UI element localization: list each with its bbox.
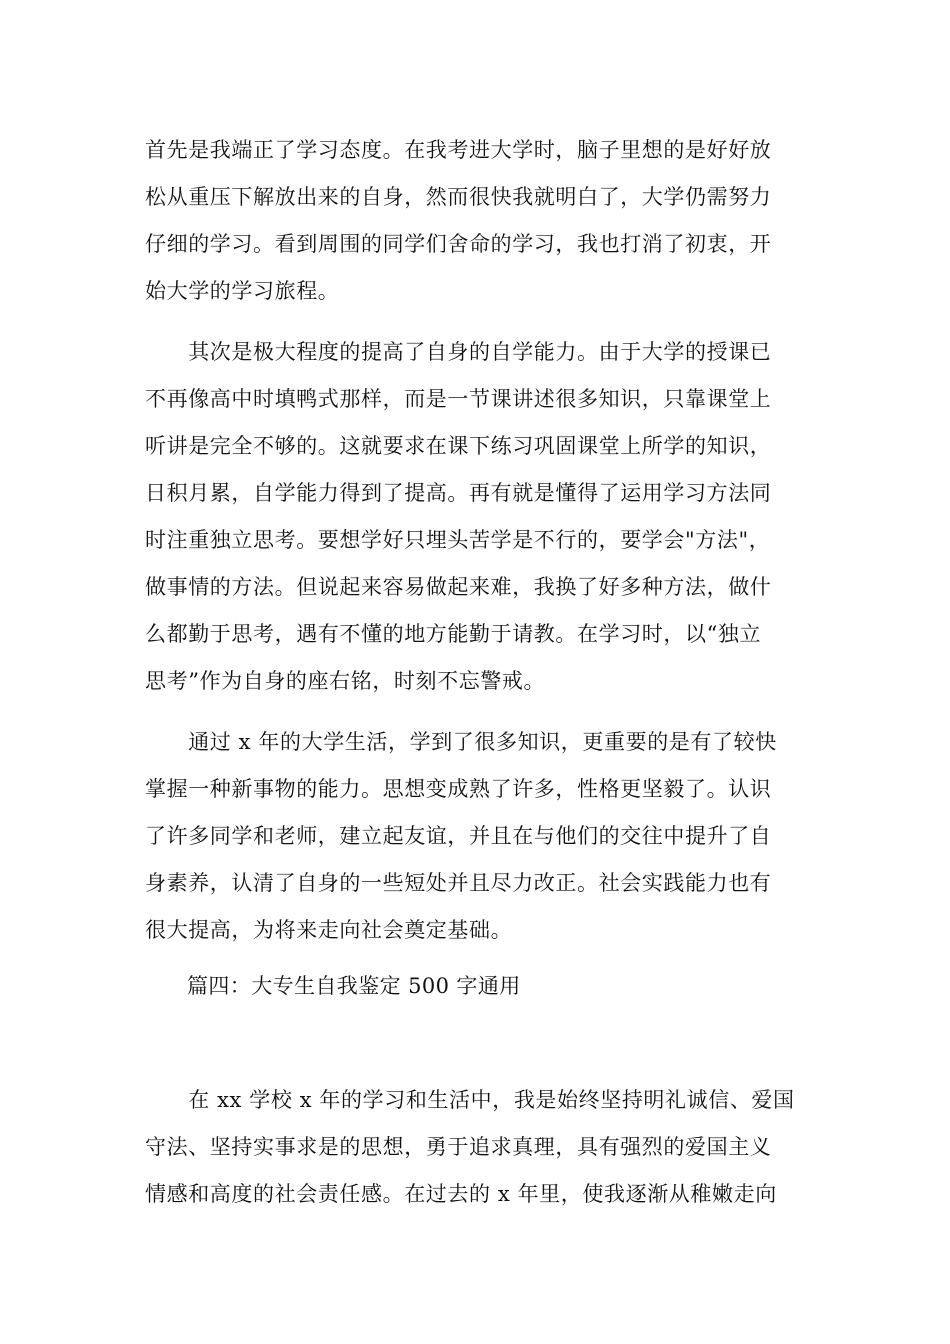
paragraph-line: 首先是我端正了学习态度。在我考进大学时，脑子里想的是好好放 xyxy=(145,138,772,162)
paragraph-line: 做事情的方法。但说起来容易做起来难，我换了好多种方法，做什 xyxy=(145,575,772,599)
paragraph-line: 很大提高，为将来走向社会奠定基础。 xyxy=(145,918,513,942)
paragraph-line: 始大学的学习旅程。 xyxy=(145,279,340,303)
paragraph-line: 不再像高中时填鸭式那样，而是一节课讲述很多知识，只靠课堂上 xyxy=(145,387,772,411)
paragraph-line: 在 xx 学校 x 年的学习和生活中，我是始终坚持明礼诚信、爱国 xyxy=(145,1088,795,1112)
paragraph-line: 日积月累，自学能力得到了提高。再有就是懂得了运用学习方法同 xyxy=(145,481,772,505)
paragraph-line: 松从重压下解放出来的自身，然而很快我就明白了，大学仍需努力 xyxy=(145,185,772,209)
paragraph-line: 其次是极大程度的提高了自身的自学能力。由于大学的授课已 xyxy=(145,340,772,364)
paragraph-line: 掌握一种新事物的能力。思想变成熟了许多，性格更坚毅了。认识 xyxy=(145,777,772,801)
paragraph-line: 了许多同学和老师，建立起友谊，并且在与他们的交往中提升了自 xyxy=(145,824,772,848)
paragraph-line: 守法、坚持实事求是的思想，勇于追求真理，具有强烈的爱国主义 xyxy=(145,1135,772,1159)
paragraph-line: 情感和高度的社会责任感。在过去的 x 年里，使我逐渐从稚嫩走向 xyxy=(145,1182,777,1206)
paragraph-line: 么都勤于思考，遇有不懂的地方能勤于请教。在学习时，以“独立 xyxy=(145,622,762,646)
paragraph-line: 仔细的学习。看到周围的同学们舍命的学习，我也打消了初衷，开 xyxy=(145,232,772,256)
paragraph-line: 通过 x 年的大学生活，学到了很多知识，更重要的是有了较快 xyxy=(145,730,777,754)
paragraph-line: 身素养，认清了自身的一些短处并且尽力改正。社会实践能力也有 xyxy=(145,871,772,895)
paragraph-line: 听讲是完全不够的。这就要求在课下练习巩固课堂上所学的知识， xyxy=(145,434,772,458)
paragraph-line: 时注重独立思考。要想学好只埋头苦学是不行的，要学会"方法"， xyxy=(145,528,771,552)
section-heading: 篇四：大专生自我鉴定 500 字通用 xyxy=(187,974,521,998)
paragraph-line: 思考”作为自身的座右铭，时刻不忘警戒。 xyxy=(145,669,546,693)
